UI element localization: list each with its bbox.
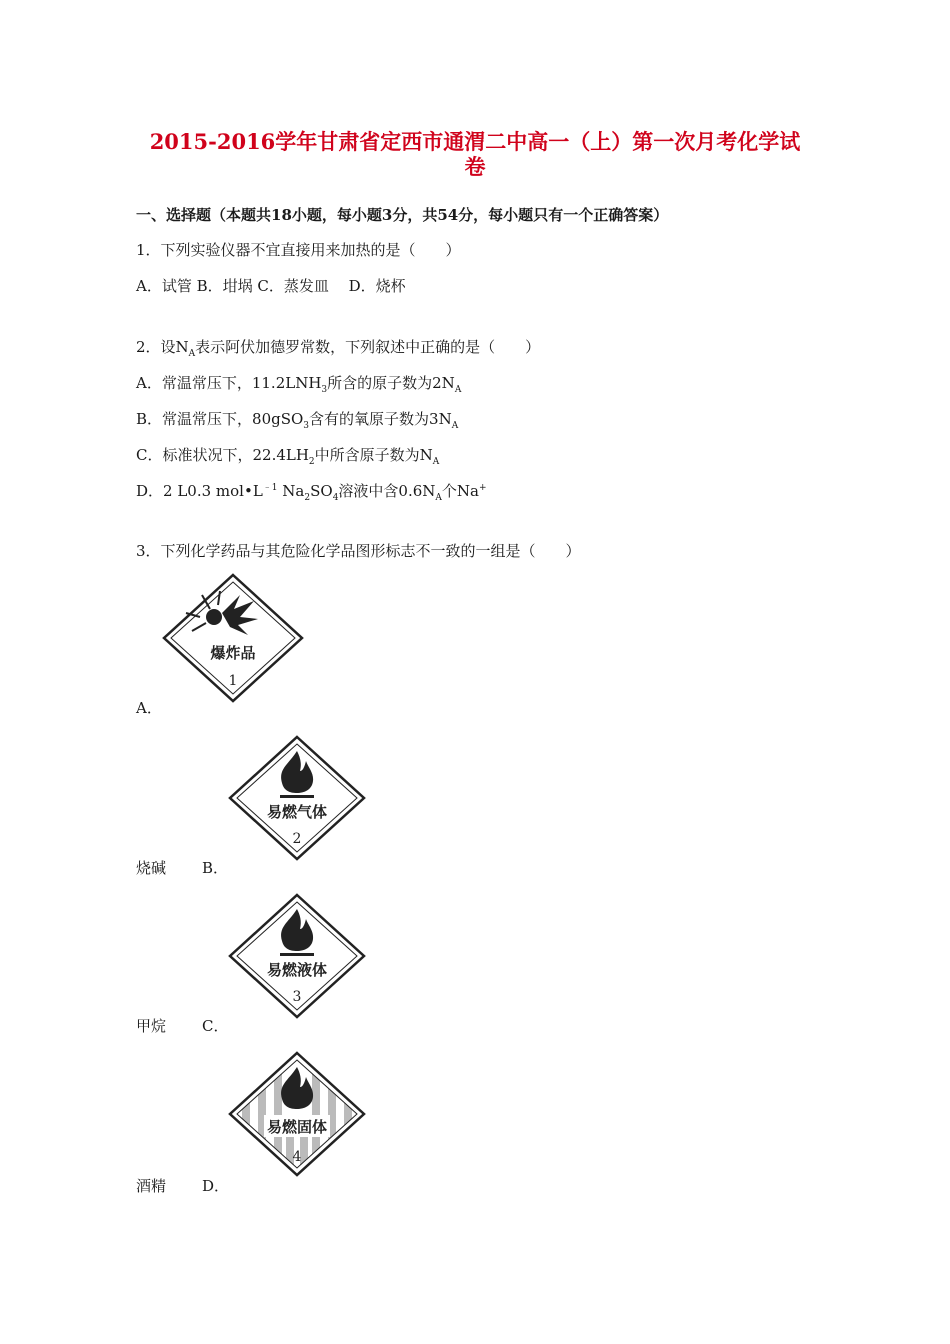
- sign-c-text: 易燃液体: [266, 961, 328, 979]
- question-3-stem: 3．下列化学药品与其危险化学品图形标志不一致的一组是（ ）: [136, 542, 581, 560]
- sign-d-num: 4: [292, 1149, 302, 1165]
- sign-d-text: 易燃固体: [266, 1118, 328, 1136]
- explosive-sign: [162, 573, 304, 703]
- option-a-label: A．: [136, 699, 162, 717]
- question-1-options: A．试管 B．坩埚 C．蒸发皿 D．烧杯: [136, 277, 406, 295]
- option-c-chem: 甲烷: [136, 1017, 167, 1035]
- sign-b-num: 2: [292, 831, 302, 847]
- question-2-stem: 2．设$N_A$表示阿伏加德罗常数，下列叙述中正确的是（ ）: [136, 338, 541, 359]
- option-d-label: D．: [202, 1177, 230, 1195]
- flammable-solid-sign: [228, 1051, 366, 1177]
- sign-c-num: 3: [292, 989, 302, 1005]
- option-d-chem: 酒精: [136, 1177, 167, 1195]
- question-2-option-a: A．常温常压下，$11.2LNH_3$所含的原子数为$2N_A$: [136, 374, 462, 395]
- section-heading: 一、选择题（本题共18小题，每小题3分，共54分，每小题只有一个正确答案）: [136, 206, 669, 224]
- flammable-liquid-sign: [228, 893, 366, 1019]
- page-title-line2: 卷: [464, 154, 486, 179]
- question-2-option-c: C．标准状况下，$22.4LH_2$中所含原子数为$N_A$: [136, 446, 440, 467]
- question-2-option-d: D．2 L0.3 $mol•L^{﹣1}$ $Na_2SO_4$溶液中含$0.6N_A$个Na+: [136, 482, 487, 503]
- sign-b-text: 易燃气体: [266, 803, 328, 821]
- option-b-label: B．: [202, 859, 229, 877]
- page-title-line1: 2015-2016学年甘肃省定西市通渭二中高一（上）第一次月考化学试: [149, 129, 801, 154]
- option-c-label: C．: [202, 1017, 229, 1035]
- flammable-gas-sign: [228, 735, 366, 861]
- question-1-stem: 1．下列实验仪器不宜直接用来加热的是（ ）: [136, 241, 461, 259]
- sign-a-num: 1: [228, 673, 238, 689]
- question-2-option-b: B．常温常压下，80gSO$_3$含有的氧原子数为$3N_A$: [136, 410, 459, 431]
- sign-a-text: 爆炸品: [210, 644, 256, 662]
- option-b-chem: 烧碱: [136, 859, 167, 877]
